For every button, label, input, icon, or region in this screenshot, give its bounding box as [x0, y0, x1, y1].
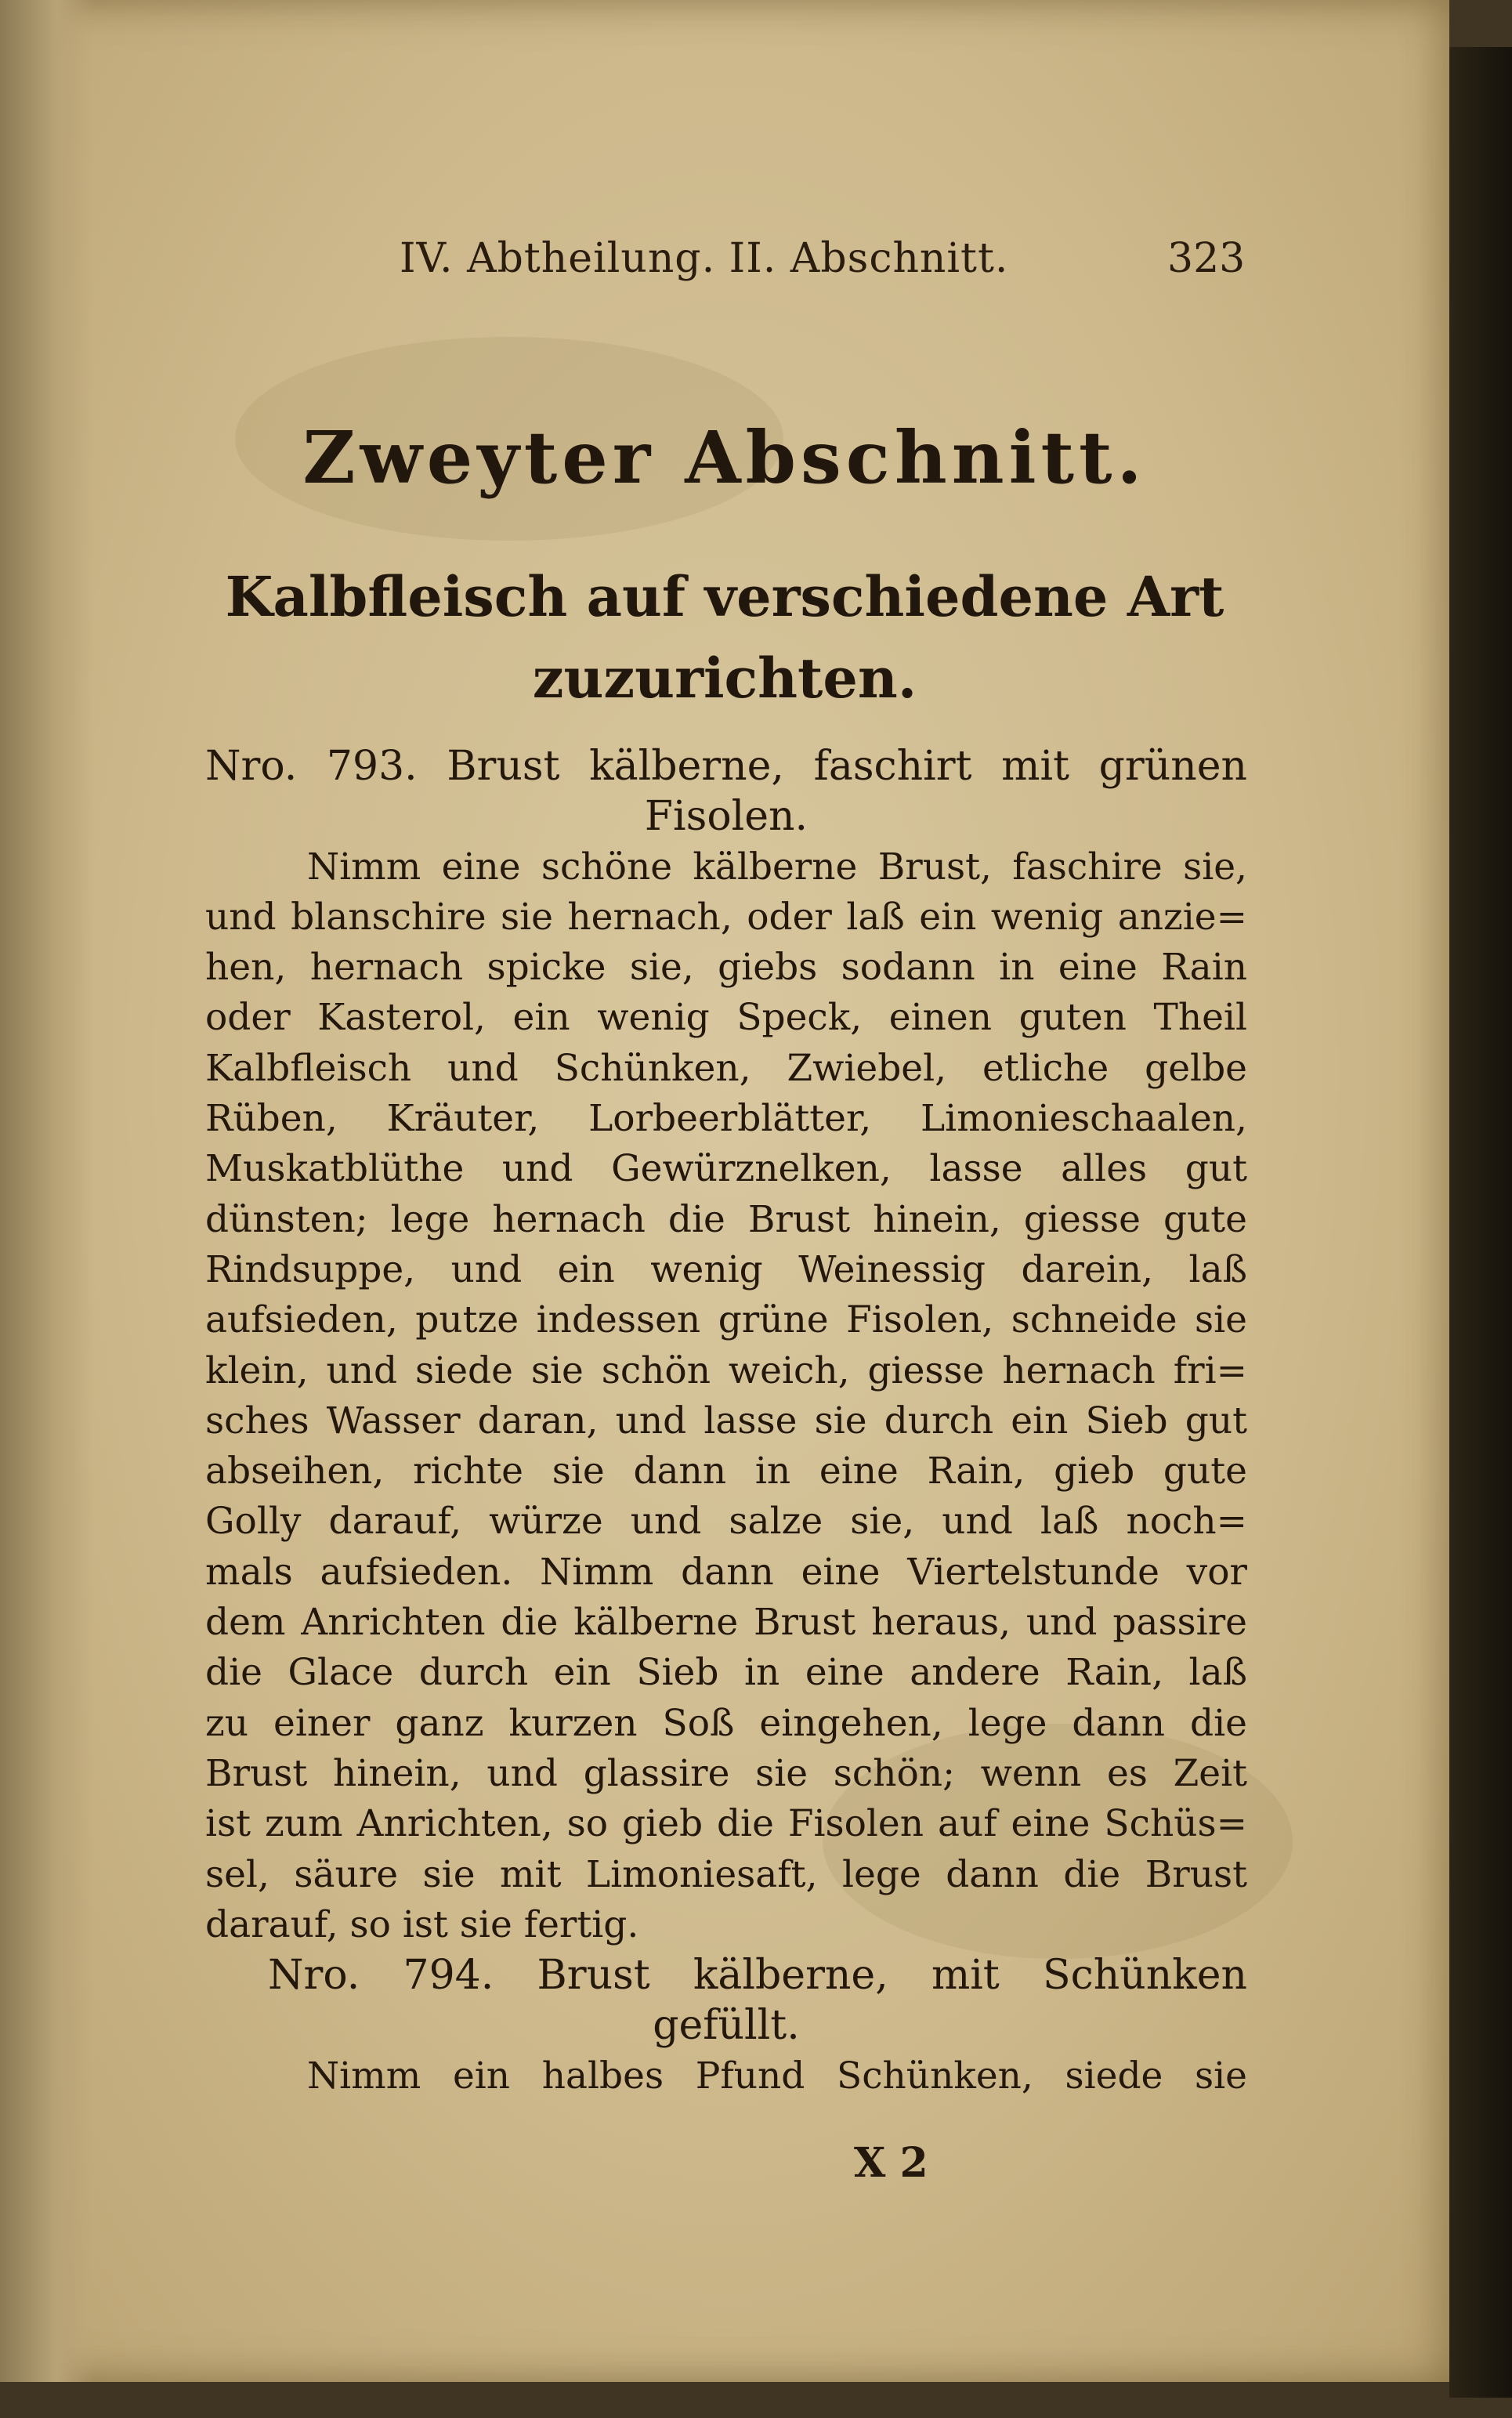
recipe-heading-line: gefüllt.: [653, 2002, 800, 2050]
section-subtitle: [0, 556, 1449, 719]
recipe-heading-line: Fisolen.: [644, 793, 808, 841]
text-line: sches Wasser daran, und lasse sie durch ein Sieb gut: [205, 1399, 1247, 1442]
text-line: Kalbfleisch und Schünken, Zwiebel, etliche gelbe: [205, 1046, 1247, 1090]
text-line: die Glace durch ein Sieb in eine andere Rain, laß: [205, 1651, 1247, 1695]
page-gutter-shadow: [0, 0, 94, 2382]
text-line: Muskatblüthe und Gewürznelken, lasse alles gut: [205, 1147, 1247, 1191]
text-line: dünsten; lege hernach die Brust hinein, giesse gute: [205, 1197, 1247, 1241]
text-line: und blanschire sie hernach, oder laß ein wenig anzie=: [205, 895, 1247, 939]
text-line: Rüben, Kräuter, Lorbeerblätter, Limonieschaalen,: [205, 1097, 1247, 1141]
section-subtitle-line: Kalbfleisch auf verschiedene Art: [225, 564, 1224, 629]
section-title: Zweyter Abschnitt.: [302, 415, 1147, 500]
text-line: Brust hinein, und glassire sie schön; wenn es Zeit: [205, 1751, 1247, 1795]
text-line: dem Anrichten die kälberne Brust heraus, und passire: [205, 1601, 1247, 1645]
section-subtitle-line: zuzurichten.: [532, 646, 917, 711]
text-line: Golly darauf, würze und salze sie, und laß noch=: [205, 1500, 1247, 1544]
text-line: Nimm ein halbes Pfund Schünken, siede sie: [307, 2054, 1247, 2098]
text-line: aufsieden, putze indessen grüne Fisolen, schneide sie: [205, 1298, 1247, 1342]
text-line: ist zum Anrichten, so gieb die Fisolen auf eine Schüs=: [205, 1802, 1247, 1846]
text-line: sel, säure sie mit Limoniesaft, lege dann die Brust: [205, 1852, 1247, 1896]
text-line: Rindsuppe, und ein wenig Weinessig darein, laß: [205, 1247, 1247, 1291]
text-line: klein, und siede sie schön weich, giesse hernach fri=: [205, 1348, 1247, 1392]
body-text: [205, 741, 1247, 2101]
recipe-heading-line: Nro. 794. Brust kälberne, mit Schünken: [268, 1952, 1247, 2000]
text-line: oder Kasterol, ein wenig Speck, einen guten Theil: [205, 996, 1247, 1040]
running-head-title: IV. Abtheilung. II. Abschnitt.: [400, 235, 1009, 282]
running-head: [0, 235, 1449, 298]
book-edge: [1449, 47, 1512, 2398]
text-line: hen, hernach spicke sie, giebs sodann in eine Rain: [205, 946, 1247, 990]
text-line: abseihen, richte sie dann in eine Rain, gieb gute: [205, 1450, 1247, 1493]
text-line: Nimm eine schöne kälberne Brust, faschire sie,: [307, 845, 1247, 889]
text-line: mals aufsieden. Nimm dann eine Viertelstunde vor: [205, 1550, 1247, 1594]
page-number: 323: [1167, 235, 1246, 282]
signature-mark: X 2: [854, 2139, 928, 2187]
text-line: zu einer ganz kurzen Soß eingehen, lege dann die: [205, 1701, 1247, 1745]
recipe-heading-line: Nro. 793. Brust kälberne, faschirt mit grünen: [205, 743, 1247, 790]
text-line: darauf, so ist sie fertig.: [205, 1902, 639, 1946]
